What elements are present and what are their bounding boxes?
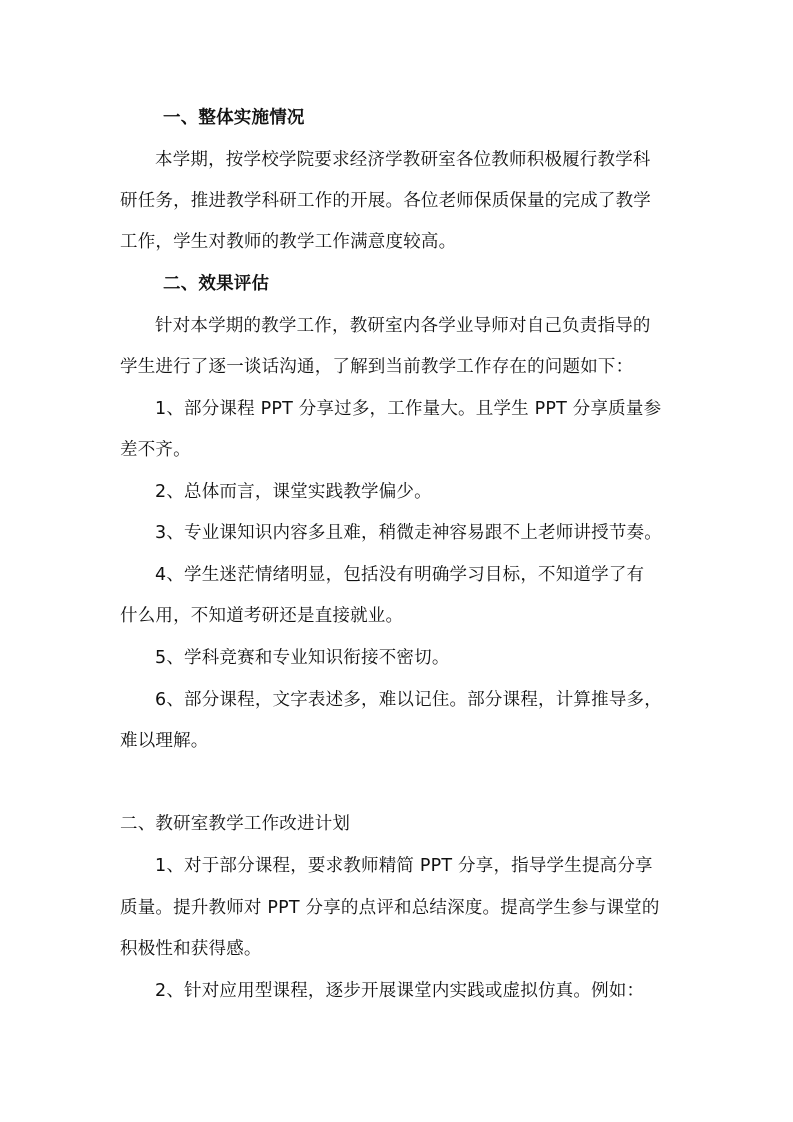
section-heading-evaluation: 二、效果评估 [163, 274, 270, 294]
plan-item-1-continued: 积极性和获得感。 [120, 939, 262, 959]
plan-item-2: 2、针对应用型课程，逐步开展课堂内实践或虚拟仿真。例如： [155, 981, 645, 1001]
problem-item-1-continued: 差不齐。 [120, 440, 191, 460]
problem-item-5: 5、学科竞赛和专业知识衔接不密切。 [155, 648, 450, 668]
problem-item-2: 2、总体而言，课堂实践教学偏少。 [155, 482, 432, 502]
problem-item-6-continued: 难以理解。 [120, 731, 209, 751]
paragraph-line: 工作，学生对教师的教学工作满意度较高。 [120, 232, 457, 252]
paragraph-line: 研任务，推进教学科研工作的开展。各位老师保质保量的完成了教学 [120, 191, 651, 211]
problem-item-6: 6、部分课程，文字表述多，难以记住。部分课程，计算推导多， [155, 690, 662, 710]
paragraph-line: 针对本学期的教学工作，教研室内各学业导师对自己负责指导的 [155, 316, 651, 336]
section-heading-implementation: 一、整体实施情况 [163, 108, 305, 128]
section-heading-improvement: 二、教研室教学工作改进计划 [120, 814, 351, 834]
problem-item-4: 4、学生迷茫情绪明显，包括没有明确学习目标，不知道学了有 [155, 565, 645, 585]
problem-item-4-continued: 什么用，不知道考研还是直接就业。 [120, 606, 404, 626]
paragraph-line: 学生进行了逐一谈话沟通，了解到当前教学工作存在的问题如下： [120, 357, 634, 377]
problem-item-1: 1、部分课程 PPT 分享过多，工作量大。且学生 PPT 分享质量参 [155, 399, 662, 419]
plan-item-1: 1、对于部分课程，要求教师精简 PPT 分享，指导学生提高分享 [155, 856, 653, 876]
problem-item-3: 3、专业课知识内容多且难，稍微走神容易跟不上老师讲授节奏。 [155, 523, 662, 543]
paragraph-line: 本学期，按学校学院要求经济学教研室各位教师积极履行教学科 [155, 150, 651, 170]
plan-item-1-continued: 质量。提升教师对 PPT 分享的点评和总结深度。提高学生参与课堂的 [120, 898, 660, 918]
